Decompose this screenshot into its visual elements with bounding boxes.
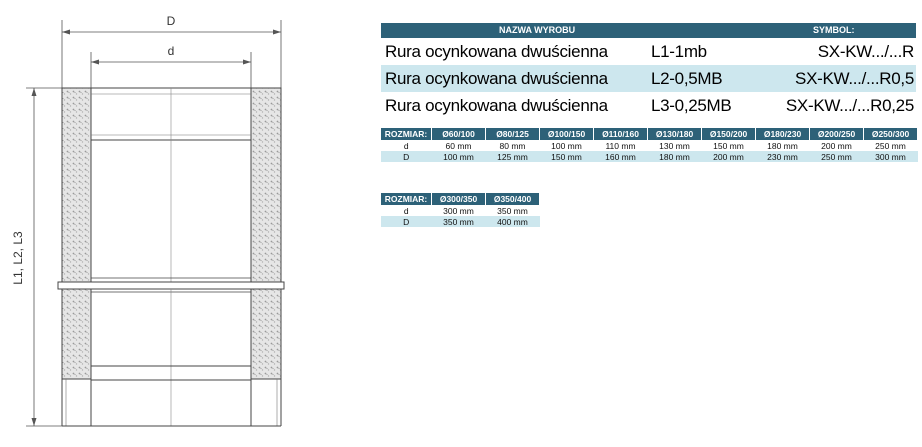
header-symbol: SYMBOL: <box>813 25 855 35</box>
size-cell-D: 250 mm <box>810 151 864 162</box>
size-cell-d: 150 mm <box>713 140 744 151</box>
product-row <box>381 65 916 92</box>
product-length: L1-1mb <box>651 42 707 61</box>
size-cell-d: 200 mm <box>821 140 852 151</box>
size-header-cell: Ø180/230 <box>756 128 810 140</box>
size-header-cell: Ø110/160 <box>594 128 648 140</box>
size-cell-D: 400 mm <box>486 216 540 227</box>
size-cell-d: 110 mm <box>605 140 636 151</box>
size-cell-D: 200 mm <box>702 151 756 162</box>
dimension-L <box>11 88 62 426</box>
size-header-cell: Ø130/180 <box>648 128 702 140</box>
size-cell-D: 150 mm <box>540 151 594 162</box>
size-header-label: ROZMIAR: <box>381 193 432 205</box>
row-label-d: d <box>403 205 409 216</box>
size-cell-D: 125 mm <box>486 151 540 162</box>
dimension-d <box>91 44 251 90</box>
size-cell-D: 100 mm <box>432 151 486 162</box>
size-cell-d: 100 mm <box>551 140 582 151</box>
size-header-cell: Ø100/150 <box>540 128 594 140</box>
size-cell-D: 300 mm <box>864 151 918 162</box>
label-D: D <box>166 14 176 28</box>
size-row-d <box>381 205 540 216</box>
size-table-2 <box>381 193 540 227</box>
size-header-cell: Ø300/350 <box>432 193 486 205</box>
size-cell-d: 80 mm <box>499 140 526 151</box>
size-cell-d: 180 mm <box>767 140 798 151</box>
size-cell-D: 160 mm <box>594 151 648 162</box>
size-header-cell: Ø150/200 <box>702 128 756 140</box>
size-cell-d: 350 mm <box>497 205 528 216</box>
product-length: L2-0,5MB <box>651 69 723 88</box>
size-table-1 <box>381 128 918 162</box>
size-cell-d: 130 mm <box>659 140 690 151</box>
label-L: L1, L2, L3 <box>11 231 25 285</box>
product-name: Rura ocynkowana dwuścienna <box>385 96 608 115</box>
size-row-D <box>381 151 918 162</box>
size-cell-d: 250 mm <box>875 140 906 151</box>
pipe-drawing <box>0 0 300 447</box>
row-label-D: D <box>381 151 432 162</box>
product-symbol: SX-KW.../...R0,5 <box>795 69 914 88</box>
product-row <box>381 92 916 119</box>
product-table-header <box>381 23 916 38</box>
product-name: Rura ocynkowana dwuścienna <box>385 42 608 61</box>
size-cell-D: 230 mm <box>756 151 810 162</box>
size-cell-D: 180 mm <box>648 151 702 162</box>
size-header-label: ROZMIAR: <box>381 128 432 140</box>
product-length: L3-0,25MB <box>651 96 732 115</box>
product-name: Rura ocynkowana dwuścienna <box>385 69 608 88</box>
size-header-cell: Ø80/125 <box>486 128 540 140</box>
product-symbol: SX-KW.../...R <box>817 42 914 61</box>
size-row-d <box>381 140 918 151</box>
size-cell-d: 300 mm <box>443 205 474 216</box>
row-label-D: D <box>381 216 432 227</box>
pipe-lower-section <box>62 289 281 426</box>
product-table <box>381 23 916 119</box>
label-d: d <box>167 44 175 58</box>
size-header-cell: Ø200/250 <box>810 128 864 140</box>
product-symbol: SX-KW.../...R0,25 <box>785 96 914 115</box>
size-header-cell: Ø60/100 <box>432 128 486 140</box>
pipe-upper-section <box>62 88 281 282</box>
size-header-cell: Ø250/300 <box>864 128 918 140</box>
size-header-row <box>381 128 918 140</box>
product-row <box>381 38 916 65</box>
row-label-d: d <box>403 140 409 151</box>
size-cell-D: 350 mm <box>432 216 486 227</box>
size-header-cell: Ø350/400 <box>486 193 540 205</box>
size-cell-d: 60 mm <box>445 140 472 151</box>
header-product-name: NAZWA WYROBU <box>499 25 576 35</box>
size-row-D <box>381 216 540 227</box>
size-header-row <box>381 193 540 205</box>
